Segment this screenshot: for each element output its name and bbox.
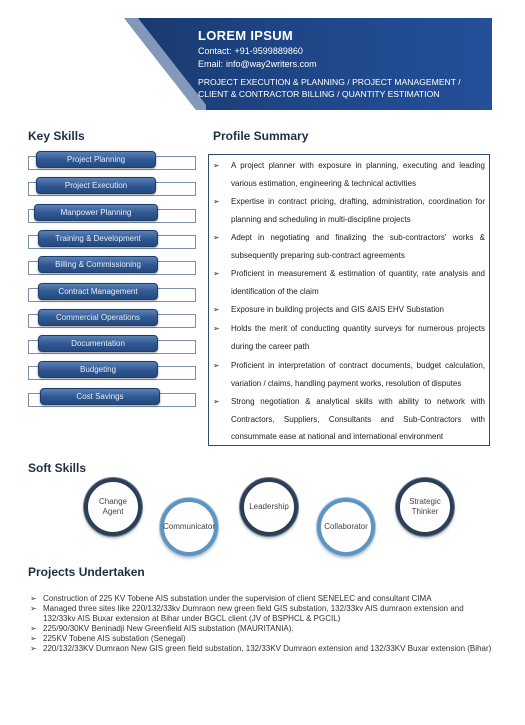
project-item: ➢ 225/90/30KV Beninadji New Greenfield AIS substation (MAURITANIA). — [30, 624, 294, 633]
soft-skill-leadership: Leadership — [240, 478, 298, 536]
profile-item: ➢ Strong negotiation & analytical skills with ability to network with Contractors, Suppliers, Consultants and Sub-Contractors with consummate ease at national and international environment — [213, 393, 485, 446]
arrow-bullet-icon: ➢ — [213, 233, 220, 242]
soft-skills-heading: Soft Skills — [28, 461, 87, 475]
project-item: ➢ 220/132/33KV Dumraon New GIS green field substation, 132/33KV Dumraon extension and 132/33KV Buxar extension (Bihar) — [30, 644, 492, 653]
email-address: info@way2writers.com — [226, 59, 317, 69]
profile-item: ➢ Adept in negotiating and finalizing the sub-contractors' works & subsequently preparing sub-contract agreements — [213, 229, 485, 264]
arrow-bullet-icon: ➢ — [30, 604, 37, 613]
roles-headline: PROJECT EXECUTION & PLANNING / PROJECT MANAGEMENT / CLIENT & CONTRACTOR BILLING / QUANTITY ESTIMATION — [198, 77, 461, 99]
key-skill-pill: Project Execution — [36, 177, 156, 194]
key-skill-pill: Budgeting — [38, 361, 158, 378]
contact-block — [198, 45, 317, 71]
email-label: Email: — [198, 59, 224, 69]
key-skill-pill: Documentation — [38, 335, 158, 352]
arrow-bullet-icon: ➢ — [213, 305, 220, 314]
project-item: ➢ 225KV Tobene AIS substation (Senegal) — [30, 634, 186, 643]
arrow-bullet-icon: ➢ — [30, 624, 37, 633]
candidate-name: LOREM IPSUM — [198, 28, 294, 43]
arrow-bullet-icon: ➢ — [213, 269, 220, 278]
project-item: ➢ Managed three sites like 220/132/33kv Dumraon new green field GIS substation, 132/33kv AIS dumraon extension and 132/33kv AIS Buxar extension at Bihar under BGCL client (JV of BSPHCL & PGCIL) — [30, 604, 464, 623]
arrow-bullet-icon: ➢ — [213, 197, 220, 206]
contact-phone-line — [198, 45, 317, 58]
arrow-bullet-icon: ➢ — [30, 644, 37, 653]
arrow-bullet-icon: ➢ — [30, 594, 37, 603]
header-diagonal-stripe — [26, 18, 206, 110]
profile-summary-heading: Profile Summary — [213, 129, 309, 143]
soft-skill-strategic-thinker: Strategic Thinker — [396, 478, 454, 536]
arrow-bullet-icon: ➢ — [30, 634, 37, 643]
project-item: ➢ Construction of 225 KV Tobene AIS substation under the supervision of client SENELEC and consultant CIMA — [30, 594, 432, 603]
phone-number: +91-9599889860 — [234, 46, 303, 56]
key-skill-pill: Training & Development — [38, 230, 158, 247]
arrow-bullet-icon: ➢ — [213, 397, 220, 406]
key-skill-pill: Billing & Commissioning — [38, 256, 158, 273]
profile-summary-box — [208, 154, 490, 446]
soft-skill-change-agent: Change Agent — [84, 478, 142, 536]
key-skill-pill: Contract Management — [38, 283, 158, 300]
soft-skill-communicator: Communicator — [160, 498, 218, 556]
profile-item: ➢ Holds the merit of conducting quantity surveys for numerous projects during the career path — [213, 320, 485, 355]
soft-skill-collaborator: Collaborator — [317, 498, 375, 556]
profile-item: ➢ Proficient in interpretation of contract documents, budget calculation, variation / claims, handling payment works, resolution of disputes — [213, 357, 485, 392]
profile-item: ➢ A project planner with exposure in planning, executing and leading various estimation, engineering & technical activities — [213, 157, 485, 192]
arrow-bullet-icon: ➢ — [213, 361, 220, 370]
arrow-bullet-icon: ➢ — [213, 161, 220, 170]
key-skill-pill: Project Planning — [36, 151, 156, 168]
key-skills-heading: Key Skills — [28, 129, 85, 143]
key-skill-pill: Cost Savings — [40, 388, 160, 405]
projects-list — [30, 594, 492, 654]
resume-header — [26, 18, 492, 110]
contact-email-line — [198, 58, 317, 71]
profile-item: ➢ Expertise in contract pricing, drafting, administration, coordination for planning and scheduling in multi-discipline projects — [213, 193, 485, 228]
arrow-bullet-icon: ➢ — [213, 324, 220, 333]
key-skill-pill: Manpower Planning — [34, 204, 158, 221]
projects-heading: Projects Undertaken — [28, 565, 145, 579]
key-skill-pill: Commercial Operations — [38, 309, 158, 326]
contact-label: Contact: — [198, 46, 232, 56]
profile-item: ➢ Exposure in building projects and GIS &AIS EHV Substation — [213, 301, 485, 319]
profile-item: ➢ Proficient in measurement & estimation of quantity, rate analysis and identification of the claim — [213, 265, 485, 300]
